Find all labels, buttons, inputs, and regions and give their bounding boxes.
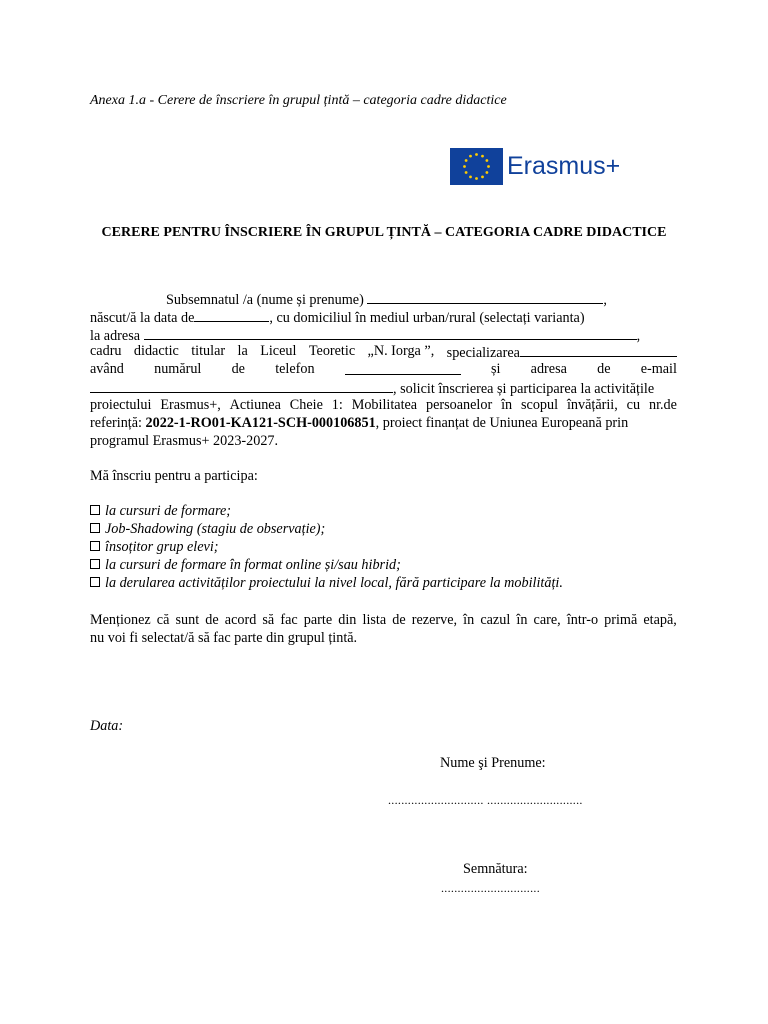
word: proiectului: [90, 397, 152, 413]
school-name: „N. Iorga ”,: [367, 343, 435, 359]
word: acord: [224, 612, 257, 628]
domicile-text: , cu domiciliul în mediul urban/rural (selectați varianta): [269, 310, 585, 326]
option-training[interactable]: [90, 503, 231, 520]
address-blank[interactable]: [144, 326, 637, 340]
flag-star: [485, 171, 488, 174]
comma: ,: [636, 328, 641, 344]
checkbox[interactable]: [90, 523, 100, 533]
funding-text: , proiect finanțat de Uniunea Europeană prin: [375, 415, 629, 431]
flag-star: [469, 175, 472, 178]
word: de: [392, 612, 406, 628]
word: Cheie: [289, 397, 323, 413]
word: cu: [626, 397, 641, 413]
flag-star: [485, 159, 488, 162]
word: care,: [533, 612, 561, 628]
name-dots[interactable]: ............................. .............................: [388, 793, 583, 807]
word: lista: [362, 612, 387, 628]
eu-flag-icon: [450, 148, 503, 185]
specialization-group: specializarea: [447, 343, 677, 362]
word: într-o: [566, 612, 599, 628]
request-text: , solicit înscrierea și participarea la activitățile: [393, 381, 655, 397]
address-label: la adresa: [90, 328, 141, 344]
option-local-activities[interactable]: [90, 575, 563, 592]
birthdate-blank[interactable]: [194, 308, 269, 322]
option-label: Job-Shadowing (stagiu de observație);: [105, 521, 326, 537]
flag-star: [475, 177, 478, 180]
logo-text: Erasmus+: [507, 151, 621, 180]
participate-label: Mă înscriu pentru a participa:: [90, 468, 258, 484]
word: e-mail: [640, 361, 677, 377]
word: scopul: [521, 397, 559, 413]
signature-label: Semnătura:: [463, 861, 528, 877]
option-companion[interactable]: [90, 539, 219, 556]
word: Erasmus+,: [160, 397, 221, 413]
word: învățării,: [566, 397, 618, 413]
body-line-2: [90, 308, 585, 327]
word: în: [463, 612, 475, 628]
word: că: [156, 612, 170, 628]
word: Actiunea: [229, 397, 281, 413]
name-label: Subsemnatul /a (nume și prenume): [166, 292, 364, 308]
name-blank[interactable]: [367, 290, 603, 304]
word: de: [231, 361, 245, 377]
project-code: 2022-1-RO01-KA121-SCH-000106851: [145, 415, 376, 431]
mention-line-2: nu voi fi selectat/ă să fac parte din grupul țintă.: [90, 630, 358, 646]
word: parte: [303, 612, 333, 628]
option-job-shadowing[interactable]: [90, 521, 325, 538]
birth-label: născut/ă la data de: [90, 310, 195, 326]
flag-star: [487, 165, 490, 168]
word: etapă,: [643, 612, 677, 628]
word: 1:: [331, 397, 343, 413]
word: sunt: [175, 612, 200, 628]
word: Menționez: [90, 612, 151, 628]
word: persoanelor: [426, 397, 493, 413]
flag-star: [475, 153, 478, 156]
body-line-6: [90, 379, 654, 398]
signature-dots[interactable]: ..............................: [441, 881, 540, 895]
name-signature-label: Nume şi Prenume:: [440, 755, 546, 771]
body-line-9: programul Erasmus+ 2023-2027.: [90, 433, 279, 449]
flag-star: [465, 171, 468, 174]
word: fac: [280, 612, 298, 628]
checkbox[interactable]: [90, 505, 100, 515]
body-line-4: [90, 343, 677, 362]
word: nr.de: [648, 397, 677, 413]
comma: ,: [603, 292, 607, 308]
word: și: [490, 361, 501, 377]
phone-blank[interactable]: [345, 361, 461, 375]
word: primă: [604, 612, 638, 628]
word: de: [597, 361, 611, 377]
checkbox[interactable]: [90, 559, 100, 569]
word: din: [338, 612, 357, 628]
mention-line-1: [90, 612, 677, 629]
option-label: la cursuri de formare;: [105, 503, 231, 519]
word: Mobilitatea: [351, 397, 418, 413]
word: să: [262, 612, 275, 628]
option-online-training[interactable]: [90, 557, 401, 574]
body-line-1: [166, 290, 607, 309]
word: adresa: [530, 361, 567, 377]
checkbox[interactable]: [90, 541, 100, 551]
word: de: [205, 612, 219, 628]
specialization-blank[interactable]: [520, 343, 677, 357]
flag-star: [481, 175, 484, 178]
annex-heading: Anexa 1.a - Cerere de înscriere în grupul țintă – categoria cadre didactice: [90, 93, 507, 108]
word: în: [516, 612, 528, 628]
flag-star: [465, 159, 468, 162]
word: cazul: [480, 612, 511, 628]
option-label: la cursuri de formare în format online și/sau hibrid;: [105, 557, 401, 573]
reference-label: referință:: [90, 415, 146, 431]
erasmus-logo: [450, 146, 626, 186]
body-line-5: [90, 361, 677, 378]
word: Teoretic: [308, 343, 356, 359]
word: rezerve,: [411, 612, 458, 628]
body-line-8: [90, 415, 628, 432]
option-label: însoțitor grup elevi;: [105, 539, 219, 555]
word: cadru: [90, 343, 122, 359]
email-blank[interactable]: [90, 379, 393, 393]
date-label: Data:: [90, 718, 124, 734]
checkbox[interactable]: [90, 577, 100, 587]
word: în: [501, 397, 513, 413]
body-line-7: [90, 397, 677, 414]
word: telefon: [275, 361, 315, 377]
page-title: CERERE PENTRU ÎNSCRIERE ÎN GRUPUL ȚINTĂ – CATEGORIA CADRE DIDACTICE: [101, 225, 667, 240]
flag-star: [481, 154, 484, 157]
word: didactic: [133, 343, 179, 359]
word: numărul: [154, 361, 202, 377]
word: Liceul: [260, 343, 297, 359]
flag-star: [469, 154, 472, 157]
word: la: [237, 343, 248, 359]
option-label: la derularea activităților proiectului la nivel local, fără participare la mobilități.: [105, 575, 563, 591]
word: titular: [191, 343, 226, 359]
flag-star: [463, 165, 466, 168]
word: având: [90, 361, 124, 377]
